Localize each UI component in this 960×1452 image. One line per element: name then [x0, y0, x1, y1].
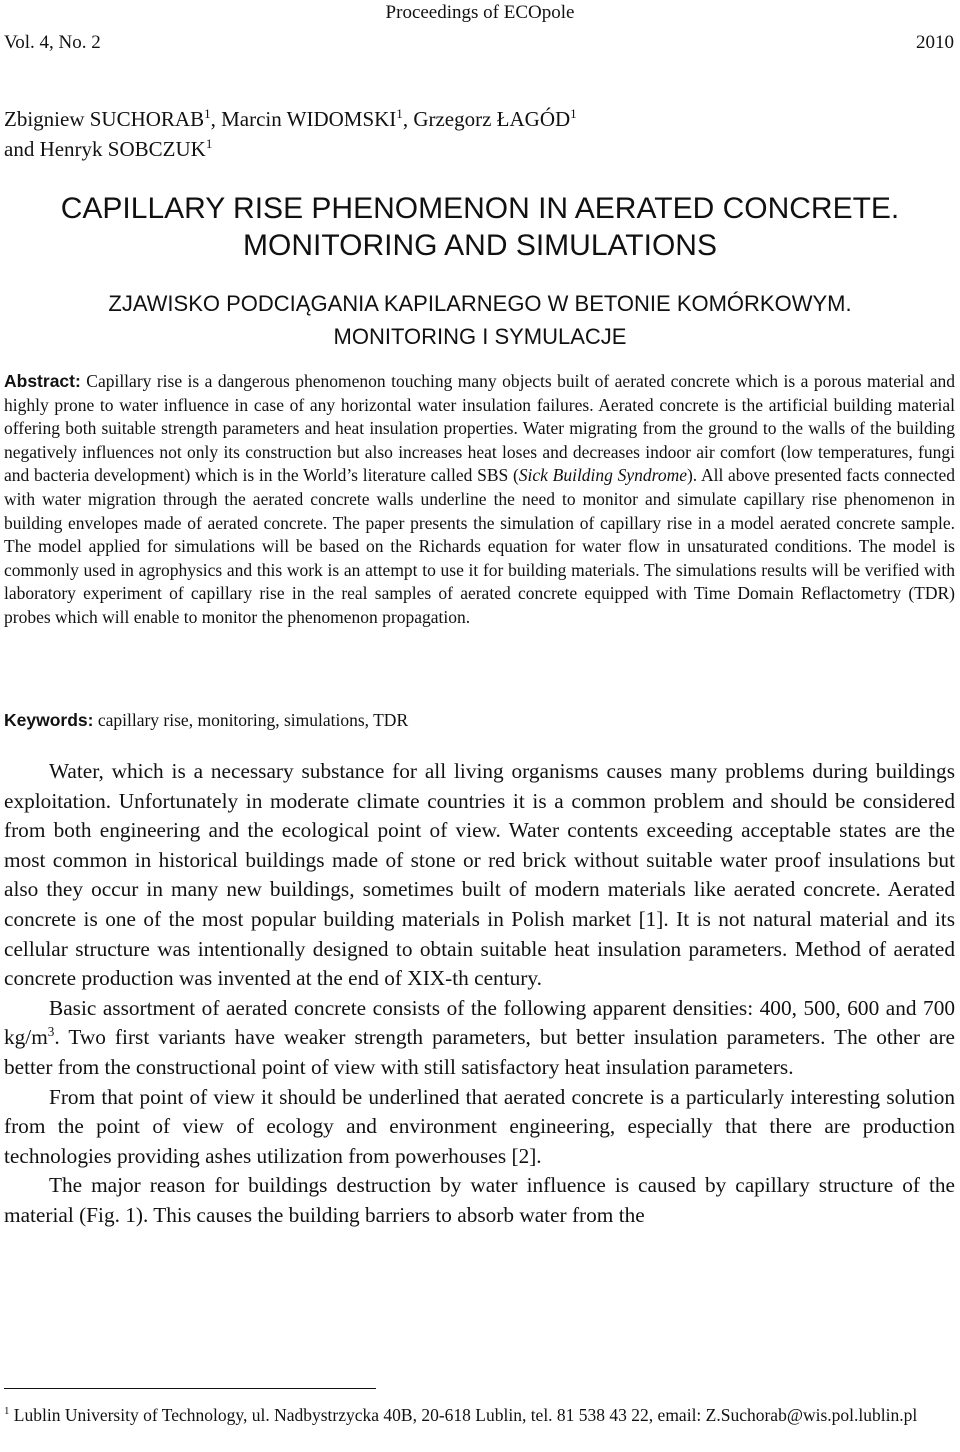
body-paragraph [4, 994, 955, 1083]
journal-name: Proceedings of ECOpole [385, 2, 575, 23]
author-name: Zbigniew SUCHORAB [4, 107, 205, 131]
paper-title [0, 190, 960, 264]
author-list [4, 104, 954, 164]
body-paragraph: Water, which is a necessary substance for all living organisms causes many problems during buildings exploitation. Unfortunately in moderate climate countries it is a common problem and should be considered from both engineering and the ecological point of view. Water contents exceeding acceptable states are the most common in historical buildings made of stone or red brick without suitable water proof insulations but also they occur in many new buildings, sometimes built of modern materials like aerated concrete. Aerated concrete is one of the most popular building materials in Polish market [1]. It is not natural material and its cellular structure was intentionally designed to obtain suitable heat insulation parameters. Method of aerated concrete production was invented at the end of XIX-th century. [4, 759, 955, 991]
body-paragraph: The major reason for buildings destruction by water influence is caused by capillary structure of the material (Fig. 1). This causes the building barriers to absorb water from the [4, 1173, 955, 1227]
affiliation-marker: 1 [396, 106, 403, 121]
author-name: and Henryk SOBCZUK [4, 137, 206, 161]
abstract-italic-term: Sick Building Syndrome [518, 465, 687, 486]
paragraph-text: Basic assortment of aerated concrete consists of the following apparent densities: 400, 500, 600 and 700 kg/m [4, 995, 955, 1050]
abstract [4, 370, 955, 630]
volume-line [4, 32, 954, 54]
title-line: MONITORING AND SIMULATIONS [243, 229, 717, 262]
affiliation-marker: 1 [205, 136, 213, 151]
footnote-text: Lublin University of Technology, ul. Nadbystrzycka 40B, 20-618 Lublin, tel. 81 538 43 22, email: Z.Suchorab@wis.pol.lublin.pl [9, 1405, 918, 1425]
abstract-text: ). All above presented facts connected with water migration through the aerated concrete walls underline the need to monitor and simulate capillary rise phenomenon in building envelopes made of aerated concrete. The paper presents the simulation of capillary rise in a model aerated concrete sample. The model applied for simulations will be based on the Richards equation for water flow in unsaturated conditions. The model is commonly used in agrophysics and this work is an attempt to use it for building materials. The simulations results will be verified with laboratory experiment of capillary rise in the real samples of aerated concrete equipped with Time Domain Reflactometry (TDR) probes which will enable to monitor the phenomenon propagation. [4, 465, 955, 627]
publication-year: 2010 [916, 32, 954, 53]
footnote-marker: 1 [4, 1405, 10, 1418]
affiliation-marker: 1 [570, 106, 577, 121]
footnote [4, 1402, 955, 1428]
affiliation-marker: 1 [204, 106, 211, 121]
title-pl-line: ZJAWISKO PODCIĄGANIA KAPILARNEGO W BETONIE KOMÓRKOWYM. [108, 291, 852, 316]
keywords [4, 708, 955, 732]
paper-title-polish [0, 287, 960, 353]
keywords-text: capillary rise, monitoring, simulations, TDR [93, 710, 409, 730]
title-pl-line: MONITORING I SYMULACJE [333, 324, 627, 349]
footnote-divider [4, 1388, 376, 1389]
body-text [4, 757, 955, 1231]
author-name: , Marcin WIDOMSKI [210, 107, 397, 131]
title-line: CAPILLARY RISE PHENOMENON IN AERATED CONCRETE. [60, 192, 900, 225]
author-name: , Grzegorz ŁAGÓD [402, 107, 571, 131]
volume-number: Vol. 4, No. 2 [4, 32, 101, 53]
body-paragraph: From that point of view it should be underlined that aerated concrete is a particularly interesting solution from the point of view of ecology and environment engineering, especially that there are production technologies providing ashes utilization from powerhouses [2]. [4, 1084, 955, 1168]
abstract-label: Abstract: [4, 371, 81, 391]
keywords-label: Keywords: [4, 710, 94, 730]
superscript: 3 [47, 1024, 55, 1040]
paragraph-text: . Two first variants have weaker strength parameters, but better insulation parameters. The other are better from the constructional point of view with still satisfactory heat insulation parameters. [4, 1025, 955, 1079]
abstract-text: Capillary rise is a dangerous phenomenon touching many objects built of aerated concrete which is a porous material and highly prone to water influence in case of any horizontal water insulation failures. Aerated concrete is the artificial building material offering both suitable strength parameters and heat insulation properties. Water migrating from the ground to the walls of the building negatively influences not only its construction but also increases heat loses and decreases indoor air comfort (low temperatures, fungi and bacteria development) which is in the World’s literature called SBS ( [4, 371, 955, 486]
